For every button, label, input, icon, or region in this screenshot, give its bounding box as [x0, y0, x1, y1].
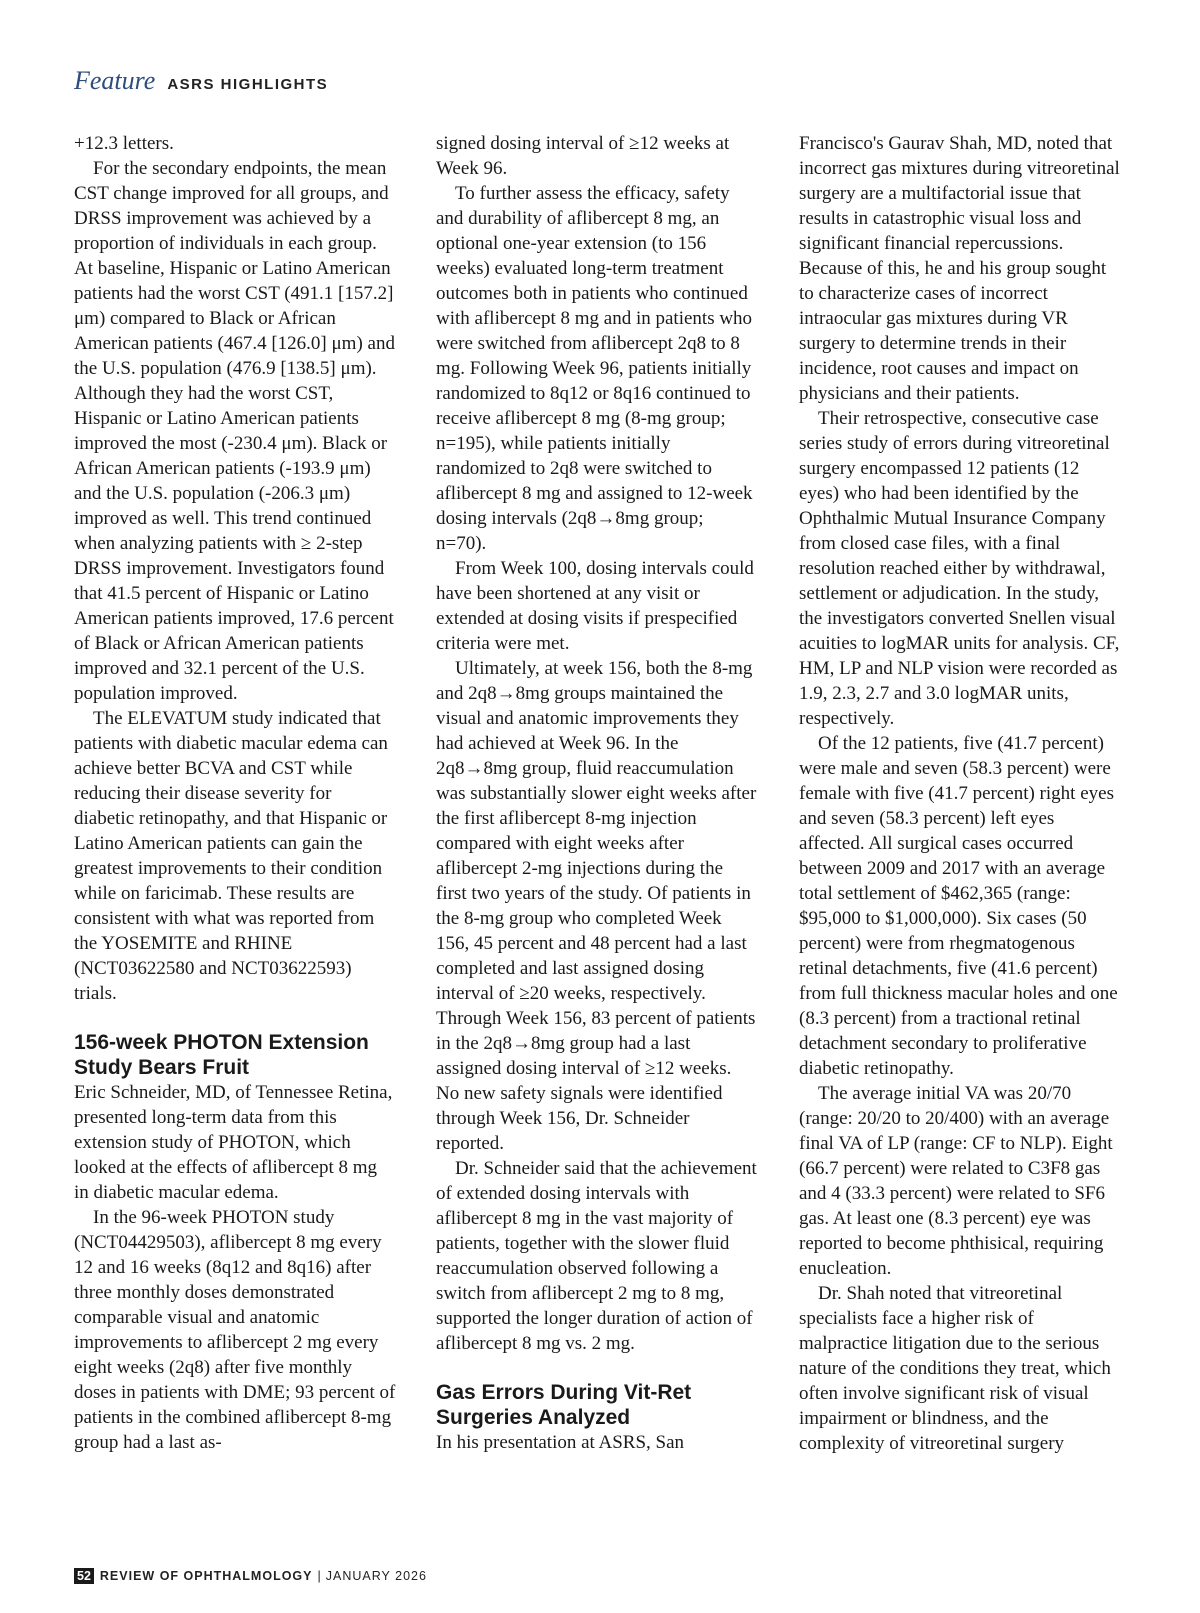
paragraph: Ultimately, at week 156, both the 8-mg and 2q8→8mg groups maintained the visual and anatomic improvements they had achieved at Week 96. In the 2q8→8mg group, fluid reaccumulation was substantially slower eight weeks after the first aflibercept 8-mg injection compared with eight weeks after aflibercept 2-mg injections during the first two years of the study. Of patients in the 8-mg group who completed Week 156, 45 percent and 48 percent had a last completed and last assigned dosing interval of ≥20 weeks, respectively. Through Week 156, 83 percent of patients in the 2q8→8mg group had a last assigned dosing interval of ≥12 weeks. No new safety signals were identified through Week 156, Dr. Schneider reported.: [436, 658, 757, 1154]
paragraph: Eric Schneider, MD, of Tennessee Retina, presented long-term data from this extension study of PHOTON, which looked at the effects of aflibercept 8 mg in diabetic macular edema.: [74, 1082, 393, 1203]
page-number: 52: [74, 1568, 94, 1584]
paragraph: In his presentation at ASRS, San: [436, 1432, 685, 1453]
section-title: ASRS HIGHLIGHTS: [167, 76, 329, 93]
text-column-2: [436, 131, 758, 1455]
page-header: [74, 66, 328, 96]
feature-label: Feature: [74, 66, 156, 95]
magazine-name: REVIEW OF OPHTHALMOLOGY: [99, 1569, 313, 1583]
text-column-3: [799, 131, 1121, 1456]
subheading-photon: 156-week PHOTON Extension Study Bears Fruit: [74, 1031, 369, 1079]
paragraph: From Week 100, dosing intervals could have been shortened at any visit or extended at dosing visits if prespecified criteria were met.: [436, 558, 754, 654]
subheading-gas-errors: Gas Errors During Vit-Ret Surgeries Analyzed: [436, 1381, 692, 1429]
paragraph: To further assess the efficacy, safety and durability of aflibercept 8 mg, an optional one-year extension (to 156 weeks) evaluated long-term treatment outcomes both in patients who continued with aflibercept 8 mg and in patients who were switched from aflibercept 2q8 to 8 mg. Following Week 96, patients initially randomized to 8q12 or 8q16 continued to receive aflibercept 8 mg (8-mg group; n=195), while patients initially randomized to 2q8 were switched to aflibercept 8 mg and assigned to 12-week dosing intervals (2q8→8mg group; n=70).: [436, 183, 753, 554]
text-column-1: [74, 131, 396, 1455]
paragraph: Their retrospective, consecutive case series study of errors during vitreoretinal surgery encompassed 12 patients (12 eyes) who had been identified by the Ophthalmic Mutual Insurance Company from closed case files, with a final resolution reached either by withdrawal, settlement or adjudication. In the study, the investigators converted Snellen visual acuities to logMAR units for analysis. CF, HM, LP and NLP vision were recorded as 1.9, 2.3, 2.7 and 3.0 logMAR units, respectively.: [799, 408, 1120, 729]
footer-separator: |: [317, 1569, 321, 1583]
paragraph: Francisco's Gaurav Shah, MD, noted that incorrect gas mixtures during vitreoretinal surgery are a multifactorial issue that results in catastrophic visual loss and significant financial repercussions. Because of this, he and his group sought to characterize cases of incorrect intraocular gas mixtures during VR surgery to determine trends in their incidence, root causes and impact on physicians and their patients.: [799, 133, 1120, 404]
paragraph: +12.3 letters.: [74, 133, 174, 154]
paragraph: The average initial VA was 20/70 (range: 20/20 to 20/400) with an average final VA of LP (range: CF to NLP). Eight (66.7 percent) were related to C3F8 gas and 4 (33.3 percent) were related to SF6 gas. At least one (8.3 percent) eye was reported to become phthisical, requiring enucleation.: [799, 1083, 1113, 1279]
paragraph: Dr. Schneider said that the achievement of extended dosing intervals with aflibercept 8 mg in the vast majority of patients, together with the slower fluid reaccumulation observed following a switch from aflibercept 2 mg to 8 mg, supported the longer duration of action of aflibercept 8 mg vs. 2 mg.: [436, 1158, 757, 1354]
paragraph: Dr. Shah noted that vitreoretinal specialists face a higher risk of malpractice litigation due to the serious nature of the conditions they treat, which often involve significant risk of visual impairment or blindness, and the complexity of vitreoretinal surgery: [799, 1283, 1111, 1454]
paragraph: In the 96-week PHOTON study (NCT04429503), aflibercept 8 mg every 12 and 16 weeks (8q12 and 8q16) after three monthly doses demonstrated comparable visual and anatomic improvements to aflibercept 2 mg every eight weeks (2q8) after five monthly doses in patients with DME; 93 percent of patients in the combined aflibercept 8-mg group had a last as-: [74, 1207, 396, 1453]
paragraph: The ELEVATUM study indicated that patients with diabetic macular edema can achieve better BCVA and CST while reducing their disease severity for diabetic retinopathy, and that Hispanic or Latino American patients can gain the greatest improvements to their condition while on faricimab. These results are consistent with what was reported from the YOSEMITE and RHINE (NCT03622580 and NCT03622593) trials.: [74, 708, 388, 1004]
page-footer: [74, 1568, 427, 1584]
issue-date: JANUARY 2026: [325, 1569, 427, 1583]
paragraph: For the secondary endpoints, the mean CST change improved for all groups, and DRSS improvement was achieved by a proportion of individuals in each group. At baseline, Hispanic or Latino American patients had the worst CST (491.1 [157.2] μm) compared to Black or African American patients (467.4 [126.0] μm) and the U.S. population (476.9 [138.5] μm). Although they had the worst CST, Hispanic or Latino American patients improved the most (-230.4 μm). Black or African American patients (-193.9 μm) and the U.S. population (-206.3 μm) improved as well. This trend continued when analyzing patients with ≥ 2-step DRSS improvement. Investigators found that 41.5 percent of Hispanic or Latino American patients improved, 17.6 percent of Black or African American patients improved and 32.1 percent of the U.S. population improved.: [74, 158, 395, 704]
paragraph: signed dosing interval of ≥12 weeks at Week 96.: [436, 133, 730, 179]
paragraph: Of the 12 patients, five (41.7 percent) were male and seven (58.3 percent) were female with five (41.7 percent) right eyes and seven (58.3 percent) left eyes affected. All surgical cases occurred between 2009 and 2017 with an average total settlement of $462,365 (range: $95,000 to $1,000,000). Six cases (50 percent) were from rhegmatogenous retinal detachments, five (41.6 percent) from full thickness macular holes and one (8.3 percent) from a tractional retinal detachment secondary to proliferative diabetic retinopathy.: [799, 733, 1118, 1079]
